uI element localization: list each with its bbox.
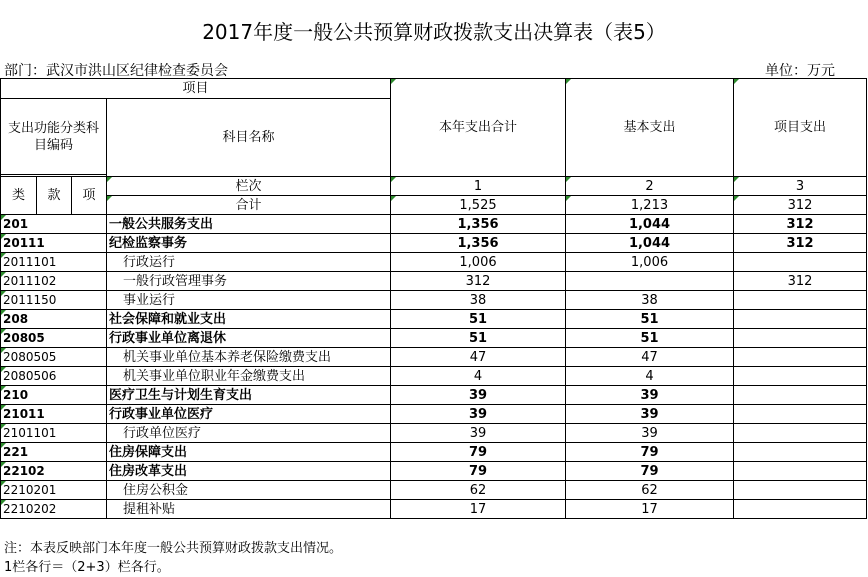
total-project: 312 <box>734 196 867 215</box>
row-code: 201 <box>1 215 107 234</box>
table-row <box>1 329 867 348</box>
row-project <box>734 405 867 424</box>
row-project <box>734 367 867 386</box>
row-code: 2011150 <box>1 291 107 310</box>
row-project <box>734 386 867 405</box>
row-total: 39 <box>391 424 566 443</box>
total-basic: 1,213 <box>566 196 734 215</box>
row-project: 312 <box>734 215 867 234</box>
row-basic: 79 <box>566 443 734 462</box>
row-project <box>734 291 867 310</box>
row-total: 62 <box>391 481 566 500</box>
header-col2: 2 <box>566 177 734 196</box>
row-basic: 39 <box>566 405 734 424</box>
header-lei: 类 <box>1 177 37 215</box>
row-total: 1,006 <box>391 253 566 272</box>
row-name: 纪检监察事务 <box>107 234 391 253</box>
table-row <box>1 386 867 405</box>
header-lanci: 栏次 <box>107 177 391 196</box>
row-total: 79 <box>391 443 566 462</box>
row-basic <box>566 272 734 291</box>
row-total: 47 <box>391 348 566 367</box>
row-project <box>734 310 867 329</box>
table-row <box>1 234 867 253</box>
row-code: 2210201 <box>1 481 107 500</box>
row-basic: 79 <box>566 462 734 481</box>
row-basic: 39 <box>566 386 734 405</box>
total-label: 合计 <box>107 196 391 215</box>
row-total: 38 <box>391 291 566 310</box>
table-row <box>1 291 867 310</box>
header-subject-name: 科目名称 <box>107 99 391 177</box>
row-project <box>734 462 867 481</box>
row-name: 行政单位医疗 <box>107 424 391 443</box>
header-col3: 3 <box>734 177 867 196</box>
row-name: 住房改革支出 <box>107 462 391 481</box>
row-total: 312 <box>391 272 566 291</box>
table-row <box>1 215 867 234</box>
unit-label: 单位：万元 <box>765 63 835 79</box>
row-code: 2101101 <box>1 424 107 443</box>
row-name: 机关事业单位职业年金缴费支出 <box>107 367 391 386</box>
row-basic: 1,044 <box>566 234 734 253</box>
row-total: 1,356 <box>391 234 566 253</box>
header-col1: 1 <box>391 177 566 196</box>
row-project <box>734 424 867 443</box>
row-code: 22102 <box>1 462 107 481</box>
row-project <box>734 329 867 348</box>
header-project: 项目 <box>1 79 391 99</box>
row-basic: 51 <box>566 329 734 348</box>
note-line-2: 1栏各行＝（2+3）栏各行。 <box>4 560 170 575</box>
header-basic: 基本支出 <box>566 79 734 177</box>
row-total: 17 <box>391 500 566 519</box>
row-basic: 17 <box>566 500 734 519</box>
header-func-code: 支出功能分类科目编码 <box>1 99 107 175</box>
table-row <box>1 443 867 462</box>
header-project-exp: 项目支出 <box>734 79 867 177</box>
row-name: 一般公共服务支出 <box>107 215 391 234</box>
row-project <box>734 253 867 272</box>
department-label: 部门：武汉市洪山区纪律检查委员会 <box>4 63 228 79</box>
table-row <box>1 310 867 329</box>
row-name: 行政事业单位医疗 <box>107 405 391 424</box>
row-name: 住房公积金 <box>107 481 391 500</box>
row-total: 51 <box>391 329 566 348</box>
row-basic: 4 <box>566 367 734 386</box>
table-row <box>1 405 867 424</box>
total-sum: 1,525 <box>391 196 566 215</box>
row-code: 20805 <box>1 329 107 348</box>
row-name: 机关事业单位基本养老保险缴费支出 <box>107 348 391 367</box>
row-total: 39 <box>391 386 566 405</box>
row-name: 医疗卫生与计划生育支出 <box>107 386 391 405</box>
row-code: 2011102 <box>1 272 107 291</box>
row-basic: 47 <box>566 348 734 367</box>
table-row <box>1 253 867 272</box>
row-project: 312 <box>734 234 867 253</box>
row-basic: 1,006 <box>566 253 734 272</box>
row-name: 提租补贴 <box>107 500 391 519</box>
row-total: 51 <box>391 310 566 329</box>
note-line-1: 注：本表反映部门本年度一般公共预算财政拨款支出情况。 <box>4 541 343 556</box>
row-basic: 39 <box>566 424 734 443</box>
header-kuan: 款 <box>37 177 72 215</box>
row-name: 行政运行 <box>107 253 391 272</box>
table-row <box>1 424 867 443</box>
row-total: 4 <box>391 367 566 386</box>
budget-table <box>0 78 867 519</box>
row-basic: 1,044 <box>566 215 734 234</box>
table-row <box>1 481 867 500</box>
row-project <box>734 348 867 367</box>
row-name: 住房保障支出 <box>107 443 391 462</box>
row-project: 312 <box>734 272 867 291</box>
row-basic: 51 <box>566 310 734 329</box>
row-total: 1,356 <box>391 215 566 234</box>
row-name: 行政事业单位离退休 <box>107 329 391 348</box>
row-code: 2080505 <box>1 348 107 367</box>
row-project <box>734 443 867 462</box>
table-row <box>1 367 867 386</box>
header-total: 本年支出合计 <box>391 79 566 177</box>
row-name: 社会保障和就业支出 <box>107 310 391 329</box>
row-code: 208 <box>1 310 107 329</box>
row-project <box>734 500 867 519</box>
row-code: 2210202 <box>1 500 107 519</box>
row-code: 221 <box>1 443 107 462</box>
table-row <box>1 348 867 367</box>
header-xiang: 项 <box>72 177 107 215</box>
row-code: 20111 <box>1 234 107 253</box>
row-project <box>734 481 867 500</box>
table-row <box>1 500 867 519</box>
row-code: 21011 <box>1 405 107 424</box>
table-row <box>1 272 867 291</box>
row-total: 79 <box>391 462 566 481</box>
page-title: 2017年度一般公共预算财政拨款支出决算表（表5） <box>202 20 666 44</box>
row-total: 39 <box>391 405 566 424</box>
row-code: 2011101 <box>1 253 107 272</box>
table-row <box>1 462 867 481</box>
row-basic: 62 <box>566 481 734 500</box>
row-basic: 38 <box>566 291 734 310</box>
row-code: 2080506 <box>1 367 107 386</box>
row-name: 一般行政管理事务 <box>107 272 391 291</box>
row-code: 210 <box>1 386 107 405</box>
row-name: 事业运行 <box>107 291 391 310</box>
